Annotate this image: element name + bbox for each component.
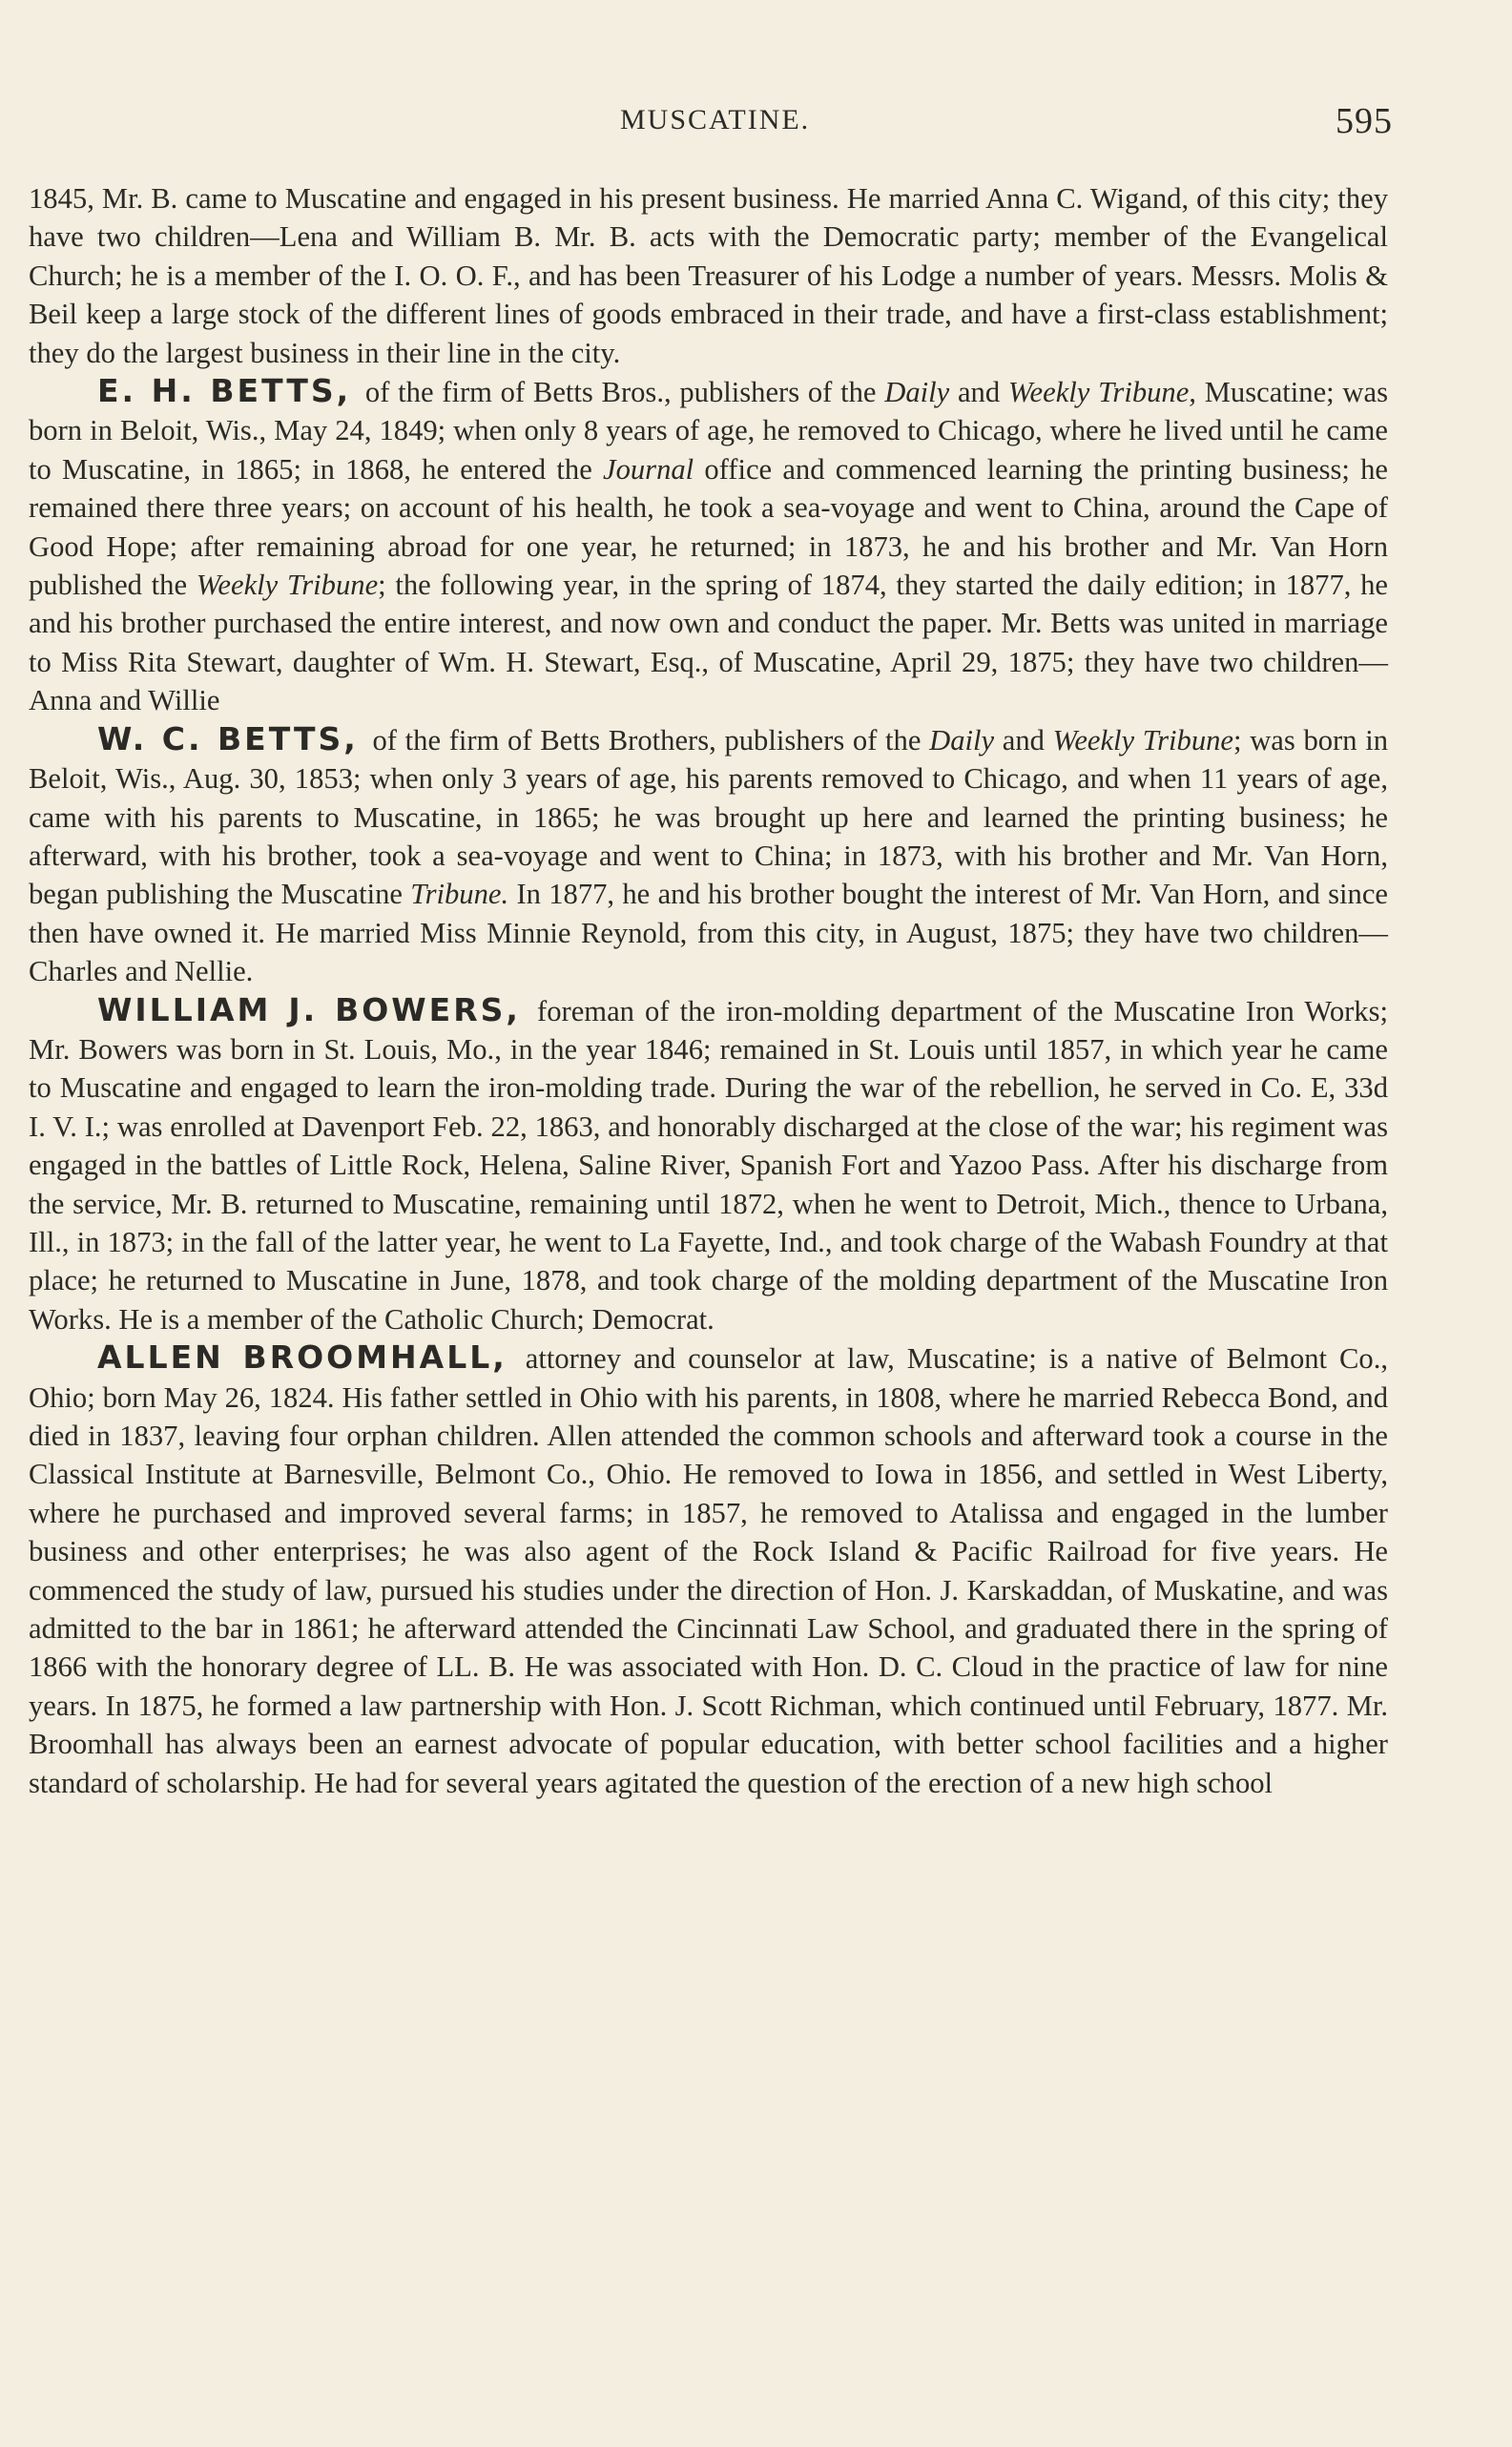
biography-entry-william-j-bowers — [29, 991, 1388, 1339]
text-segment-italic: Weekly Tribune — [1052, 723, 1234, 757]
page-number: 595 — [1336, 101, 1393, 141]
running-title: MUSCATINE. — [620, 104, 811, 135]
text-segment-italic: Daily — [884, 376, 950, 409]
entry-name: W. C. BETTS, — [97, 719, 359, 757]
entry-name: ALLEN BROOMHALL, — [97, 1338, 507, 1377]
text-segment: foreman of the iron-molding department of the Muscatine Iron Works; Mr. Bowers was born in St. Louis, Mo., in the year 1846; remained in St. Louis until 1857, in which year he came to Muscatine and engaged to learn the iron-molding trade. During the war of the rebellion, he served in Co. E, 33d I. V. I.; was enrolled at Davenport Feb. 22, 1863, and honorably discharged at the close of the war; his regiment was engaged in the battles of Little Rock, Helena, Saline River, Spanish Fort and Yazoo Pass. After his discharge from the service, Mr. B. returned to Muscatine, remaining until 1872, when he went to Detroit, Mich., thence to Urbana, Ill., in 1873; in the fall of the latter year, he went to La Fayette, Ind., and took charge of the Wabash Foundry at that place; he returned to Muscatine in June, 1878, and took charge of the molding department of the Muscatine Iron Works. He is a member of the Catholic Church; Democrat. — [29, 994, 1389, 1336]
text-segment-italic: Journal — [602, 452, 694, 486]
text-segment: of the firm of Betts Brothers, publishers of the — [363, 723, 930, 757]
page-body — [29, 179, 1388, 1802]
text-segment-italic: Tribune. — [410, 878, 509, 911]
text-segment-italic: Weekly Tribune, — [1007, 376, 1196, 409]
biography-entry-wc-betts — [29, 720, 1388, 991]
biography-entry-eh-betts — [29, 372, 1388, 720]
text-segment: and — [949, 376, 1008, 409]
text-segment: of the firm of Betts Bros., publishers of the — [357, 376, 885, 409]
text-segment: 1845, Mr. B. came to Muscatine and engaged in his present business. He married Anna C. Wigand, of this city; they have two children—Lena and William B. Mr. B. acts with the Democratic party; member of the Evangelical Church; he is a member of the I. O. O. F., and has been Treasurer of his Lodge a number of years. Messrs. Molis & Beil keep a large stock of the different lines of goods embraced in their trade, and have a first-class establishment; they do the largest business in their line in the city. — [29, 182, 1388, 369]
paragraph-continuation — [29, 179, 1388, 372]
entry-name: E. H. BETTS, — [97, 372, 352, 410]
text-segment: and — [994, 723, 1053, 757]
biography-entry-allen-broomhall — [29, 1338, 1388, 1802]
page-header — [29, 100, 1393, 148]
text-segment: office and commenced learning the printing business; he remained there three years; on account of his health, he took a sea-voyage and went to China, around the Cape of Good Hope; after remaining abroad for one year, he returned; in 1873, he and his brother and Mr. Van Horn published the — [29, 452, 1388, 602]
text-segment: In 1877, he and his brother bought the interest of Mr. Van Horn, and since then have owned it. He married Miss Minnie Reynold, from this city, in August, 1875; they have two children—Charles and Nellie. — [29, 878, 1388, 988]
text-segment: ; was born in Beloit, Wis., Aug. 30, 1853; when only 3 years of age, his parents removed to Chicago, and when 11 years of age, came with his parents to Muscatine, in 1865; he was brought up here and learned the printing business; he afterward, with his brother, took a sea-voyage and went to China; in 1873, with his brother and Mr. Van Horn, began publishing the Muscatine — [29, 723, 1388, 911]
text-segment: ; the following year, in the spring of 1874, they started the daily edition; in 1877, he and his brother purchased the entire interest, and now own and conduct the paper. Mr. Betts was united in marriage to Miss Rita Stewart, daughter of Wm. H. Stewart, Esq., of Muscatine, April 29, 1875; they have two children—Anna and Willie — [29, 569, 1388, 717]
text-segment-italic: Daily — [929, 723, 995, 757]
text-segment: attorney and counselor at law, Muscatine; is a native of Belmont Co., Ohio; born May 26, 1824. His father settled in Ohio with his parents, in 1808, where he married Rebecca Bond, and died in 1837, leaving four orphan children. Allen attended the common schools and afterward took a course in the Classical Institute at Barnesville, Belmont Co., Ohio. He removed to Iowa in 1856, and settled in West Liberty, where he purchased and improved several farms; in 1857, he removed to Atalissa and engaged in the lumber business and other enterprises; he was also agent of the Rock Island & Pacific Railroad for five years. He commenced the study of law, pursued his studies under the direction of Hon. J. Karskaddan, of Muskatine, and was admitted to the bar in 1861; he afterward attended the Cincinnati Law School, and graduated there in the spring of 1866 with the honorary degree of LL. B. He was associated with Hon. D. C. Cloud in the practice of law for nine years. In 1875, he formed a law partnership with Hon. J. Scott Richman, which continued until February, 1877. Mr. Broomhall has always been an earnest advocate of popular education, with better school facilities and a higher standard of scholarship. He had for several years agitated the question of the erection of a new high school — [29, 1342, 1388, 1799]
entry-name: WILLIAM J. BOWERS, — [97, 990, 521, 1028]
text-segment-italic: Weekly Tribune — [196, 569, 379, 602]
text-segment: Muscatine; was born in Beloit, Wis., May 24, 1849; when only 8 years of age, he removed to Chicago, where he lived until he came to Muscatine, in 1865; in 1868, he entered the — [29, 376, 1388, 486]
